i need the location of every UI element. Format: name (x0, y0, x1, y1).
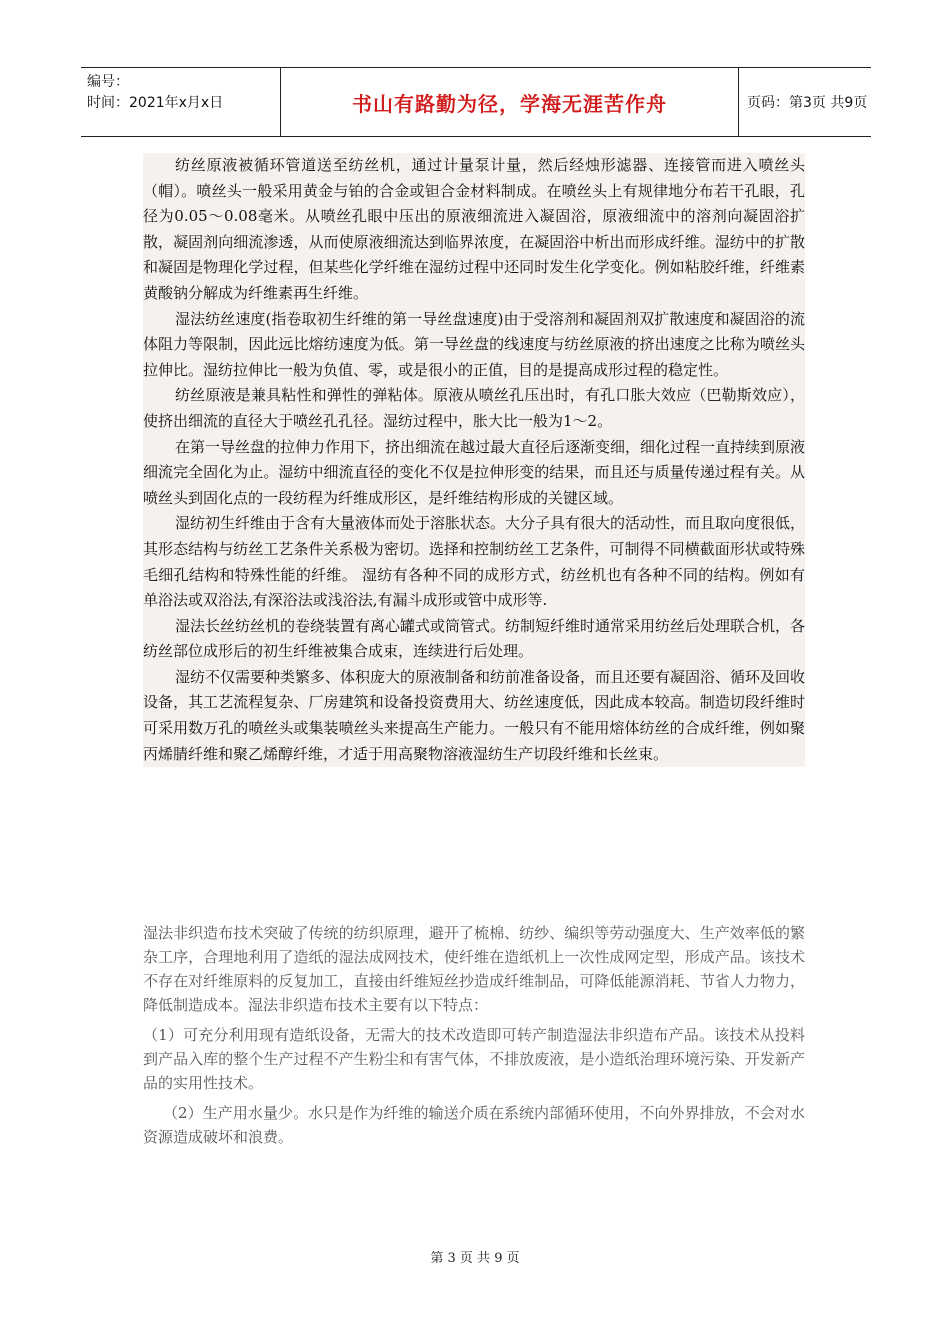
page-footer: 第 3 页 共 9 页 (430, 1251, 520, 1266)
paragraph-7: 湿纺不仅需要种类繁多、体积庞大的原液制备和纺前准备设备，而且还要有凝固浴、循环及回收设备，其工艺流程复杂、厂房建筑和设备投资费用大、纺丝速度低，因此成本较高。制造切段纤维时可采用数万孔的喷丝头或集装喷丝头来提高生产能力。一般只有不能用熔体纺丝的合成纤维，例如聚丙烯腈纤维和聚乙烯醇纤维，才适于用高聚物溶液湿纺生产切段纤维和长丝束。 (143, 667, 806, 763)
section2-point-1: （1）可充分利用现有造纸设备，无需大的技术改造即可转产制造湿法非织造布产品。该技术从投料到产品入库的整个生产过程不产生粉尘和有害气体，不排放废液，是小造纸治理环境污染、开发新产品的实用性技术。 (143, 1026, 805, 1092)
section2-point-2: （2）生产用水量少。水只是作为纤维的输送介质在系统内部循环使用，不向外界排放，不会对水资源造成破坏和浪费。 (143, 1104, 805, 1146)
paragraph-5: 湿纺初生纤维由于含有大量液体而处于溶胀状态。大分子具有很大的活动性，而且取向度很低，其形态结构与纺丝工艺条件关系极为密切。选择和控制纺丝工艺条件，可制得不同横截面形状或特殊毛细孔结构和特殊性能的纤维。 湿纺有各种不同的成形方式，纺丝机也有各种不同的结构。例如有单浴法或双浴法,有深浴法或浅浴法,有漏斗成形或管中成形等. (143, 514, 806, 610)
main-text-block (143, 153, 805, 767)
paragraph-3: 纺丝原液是兼具粘性和弹性的弹粘体。原液从喷丝孔压出时，有孔口胀大效应（巴勒斯效应），使挤出细流的直径大于喷丝孔孔径。湿纺过程中，胀大比一般为1～2。 (143, 386, 805, 430)
paragraph-2: 湿法纺丝速度(指卷取初生纤维的第一导丝盘速度)由于受溶剂和凝固剂双扩散速度和凝固浴的流体阻力等限制，因此远比熔纺速度为低。第一导丝盘的线速度与纺丝原液的挤出速度之比称为喷丝头拉伸比。湿纺拉伸比一般为负值、零，或是很小的正值，目的是提高成形过程的稳定性。 (143, 309, 805, 379)
paragraph-4: 在第一导丝盘的拉伸力作用下，挤出细流在越过最大直径后逐渐变细，细化过程一直持续到原液细流完全固化为止。湿纺中细流直径的变化不仅是拉伸形变的结果，而且还与质量传递过程有关。从喷丝头到固化点的一段纺程为纤维成形区，是纤维结构形成的关键区域。 (143, 437, 806, 507)
paragraph-6: 湿法长丝纺丝机的卷绕装置有离心罐式或筒管式。纺制短纤维时通常采用纺丝后处理联合机，各纺丝部位成形后的初生纤维被集合成束，连续进行后处理。 (143, 616, 806, 661)
page-header (81, 67, 871, 137)
paragraph-1: 纺丝原液被循环管道送至纺丝机，通过计量泵计量，然后经烛形滤器、连接管而进入喷丝头（帽）。喷丝头一般采用黄金与铂的合金或钽合金材料制成。在喷丝头上有规律地分布若干孔眼，孔径为0.05～0.08毫米。从喷丝孔眼中压出的原液细流进入凝固浴，原液细流中的溶剂向凝固浴扩散，凝固剂向细流渗透，从而使原液细流达到临界浓度，在凝固浴中析出而形成纤维。湿纺中的扩散和凝固是物理化学过程，但某些化学纤维在湿纺过程中还同时发生化学变化。例如粘胶纤维，纤维素黄酸钠分解成为纤维素再生纤维。 (143, 156, 805, 302)
header-motto: 书山有路勤为径，学海无涯苦作舟 (281, 68, 739, 136)
section2-intro: 湿法非织造布技术突破了传统的纺织原理，避开了梳棉、纺纱、编织等劳动强度大、生产效率低的繁杂工序，合理地利用了造纸的湿法成网技术，使纤维在造纸机上一次性成网定型，形成产品。该技术不存在对纤维原料的反复加工，直接由纤维短丝抄造成纤维制品，可降低能源消耗、节省人力物力，降低制造成本。湿法非织造布技术主要有以下特点： (143, 924, 805, 1014)
document-time-label: 时间：2021年x月x日 (87, 95, 224, 111)
header-meta (81, 68, 281, 136)
header-page-number: 页码：第3页 共9页 (747, 95, 868, 111)
nonwoven-section (143, 921, 805, 1155)
document-number-label: 编号： (87, 74, 129, 90)
